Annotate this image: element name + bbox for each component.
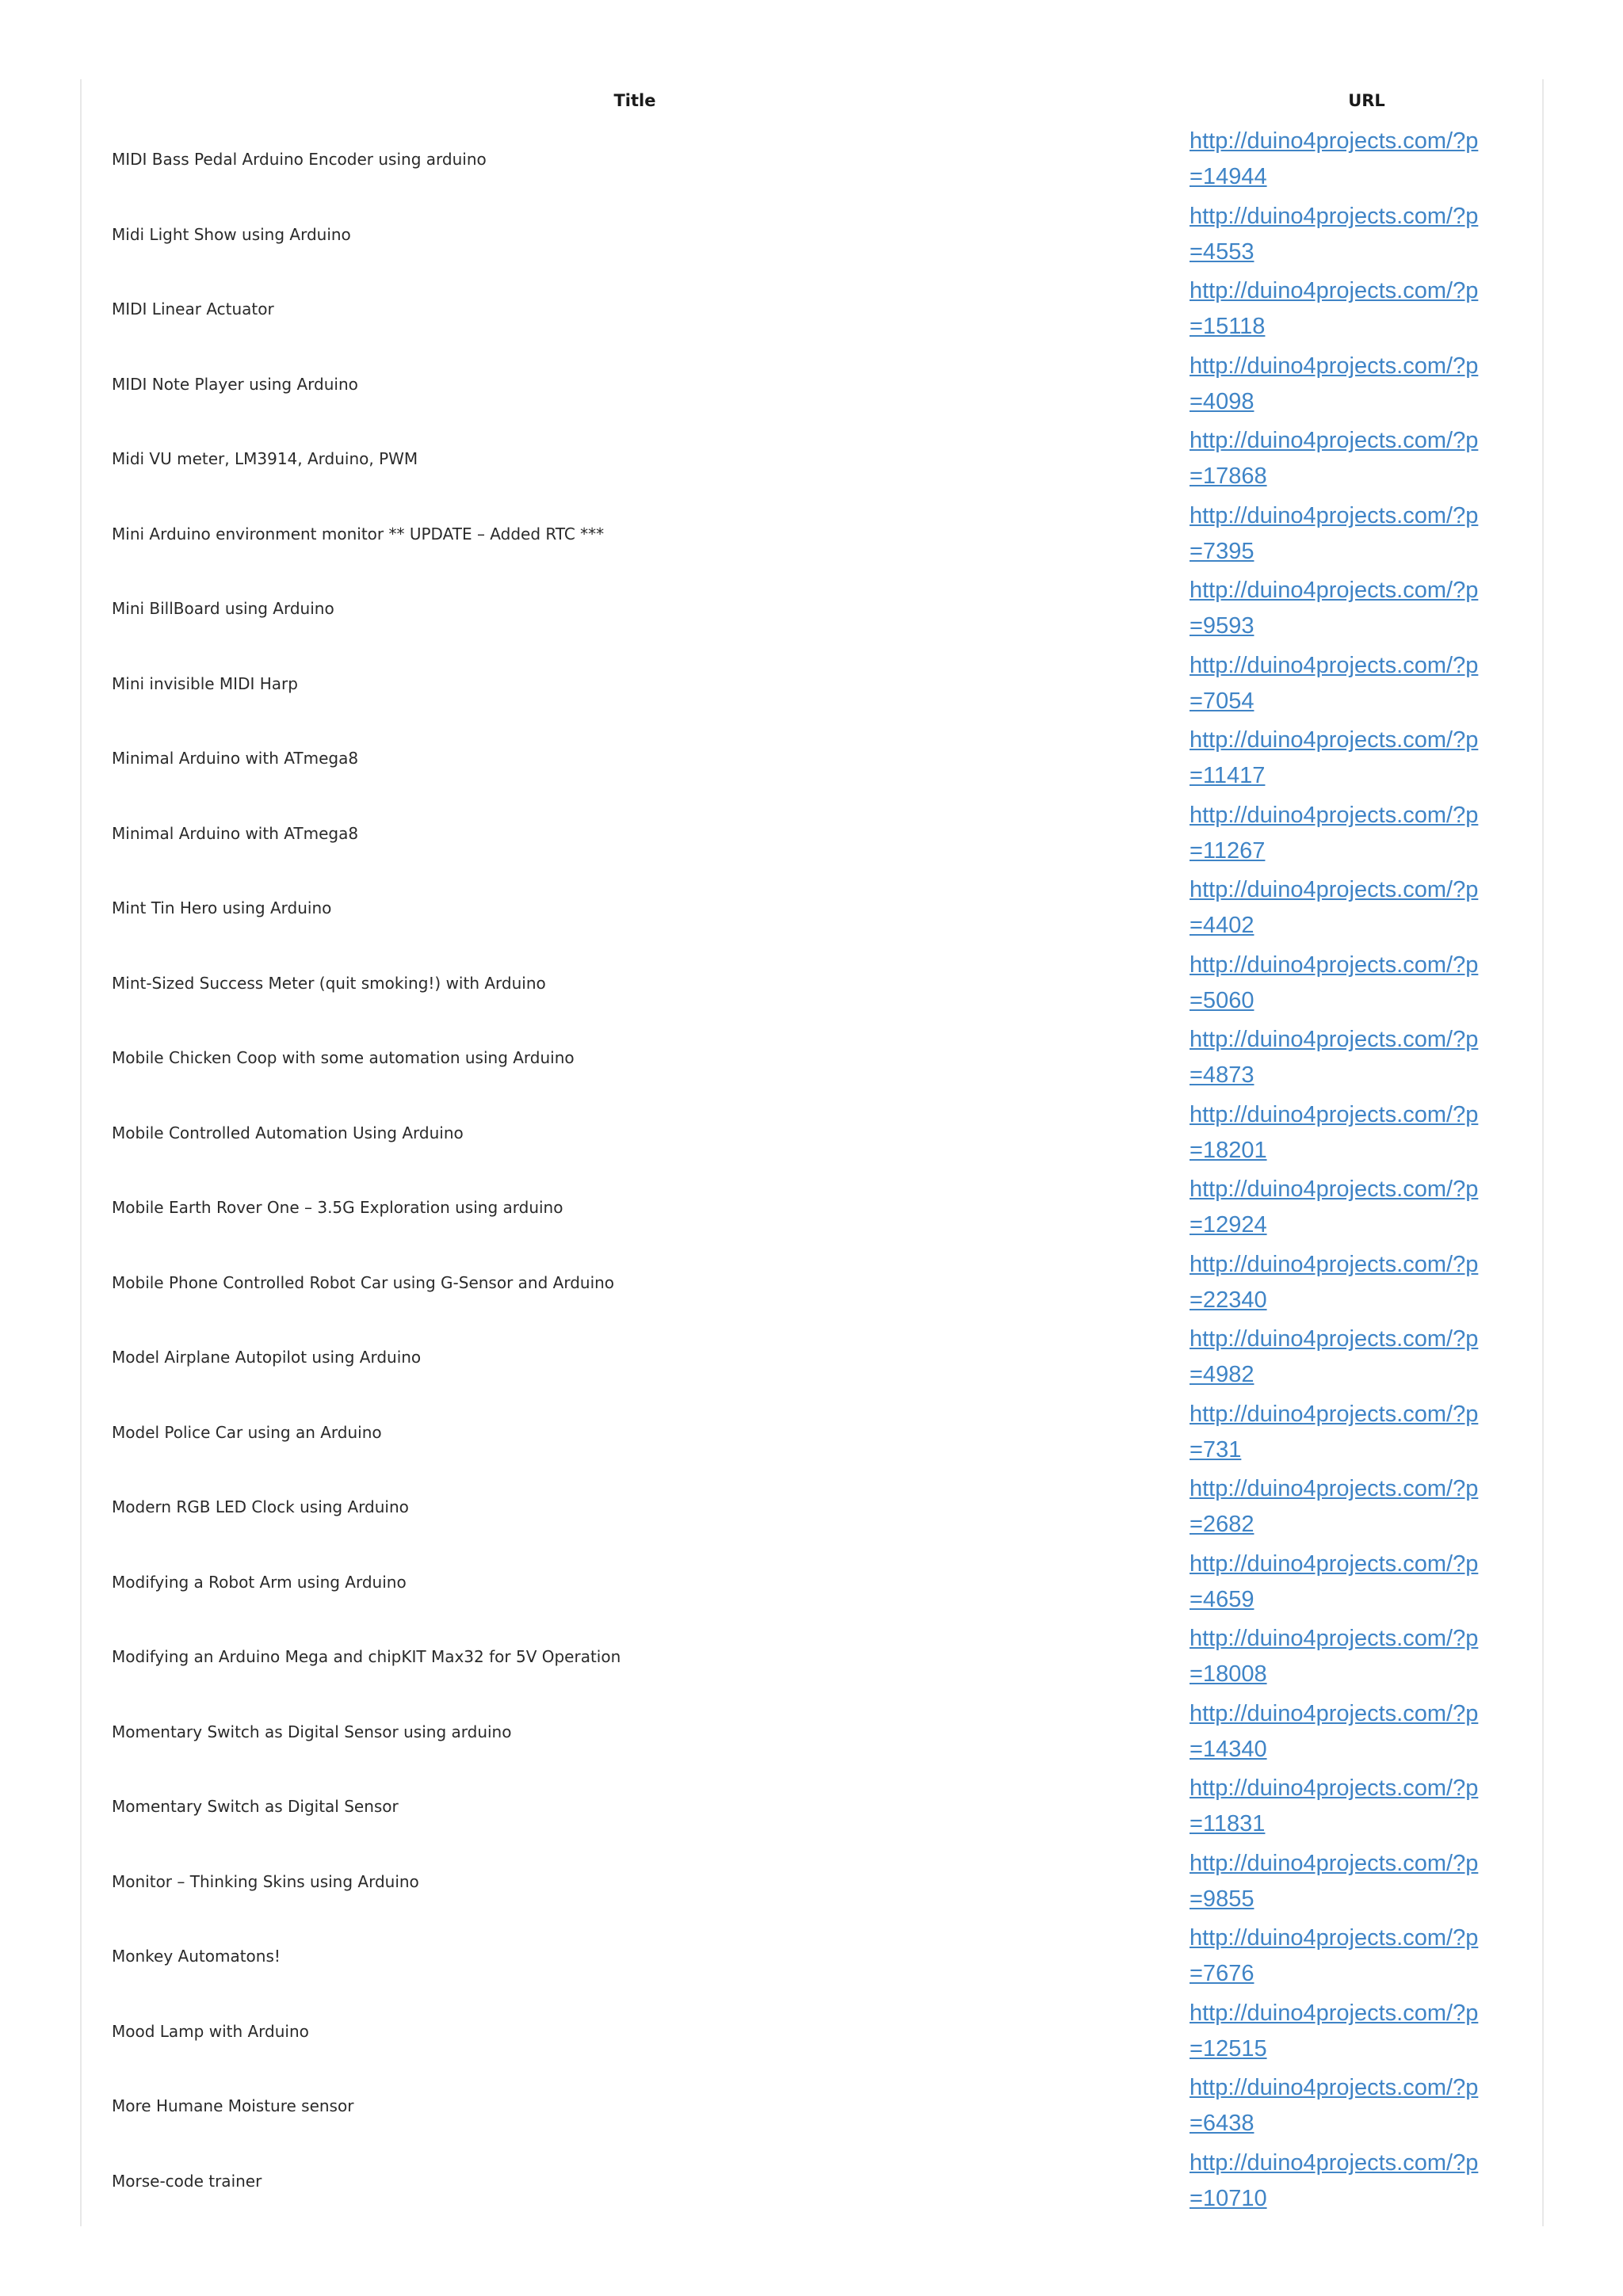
table-row [80,1844,1544,1920]
project-title: Mobile Phone Controlled Robot Car using G-Sensor and Arduino [112,1272,615,1292]
project-url-link[interactable]: http://duino4projects.com/?p=17868 [1190,428,1479,490]
table-row [80,1170,1544,1245]
project-url-cell [1190,721,1544,796]
project-url-link[interactable]: http://duino4projects.com/?p=731 [1190,1401,1479,1463]
table-row [80,796,1544,871]
table-row [80,1919,1544,1994]
project-url-link[interactable]: http://duino4projects.com/?p=9593 [1190,578,1479,639]
title-column-header: Title [613,91,656,110]
project-url-link[interactable]: http://duino4projects.com/?p=9855 [1190,1850,1479,1912]
project-url-cell [1190,272,1544,347]
project-url-link[interactable]: http://duino4projects.com/?p=18008 [1190,1626,1479,1688]
project-url-cell [1190,1096,1544,1171]
project-url-cell [1190,497,1544,572]
project-url-link[interactable]: http://duino4projects.com/?p=11417 [1190,727,1479,789]
project-url-link[interactable]: http://duino4projects.com/?p=4982 [1190,1326,1479,1388]
project-url-link[interactable]: http://duino4projects.com/?p=6438 [1190,2075,1479,2137]
project-url-cell [1190,1619,1544,1695]
project-url-link[interactable]: http://duino4projects.com/?p=11267 [1190,802,1479,864]
project-title: Monkey Automatons! [112,1947,281,1966]
table-row [80,347,1544,422]
project-url-link[interactable]: http://duino4projects.com/?p=14944 [1190,128,1479,190]
projects-table [80,79,1544,2218]
project-url-link[interactable]: http://duino4projects.com/?p=10710 [1190,2149,1479,2211]
table-row [80,1619,1544,1695]
project-title: Mint Tin Hero using Arduino [112,898,332,918]
project-title: Monitor – Thinking Skins using Arduino [112,1871,419,1891]
project-url-link[interactable]: http://duino4projects.com/?p=2682 [1190,1476,1479,1538]
project-title: Modifying a Robot Arm using Arduino [112,1572,407,1592]
project-url-cell [1190,796,1544,871]
project-title: Midi VU meter, LM3914, Arduino, PWM [112,449,418,469]
project-url-cell [1190,1470,1544,1545]
table-row [80,1020,1544,1096]
project-url-link[interactable]: http://duino4projects.com/?p=14340 [1190,1700,1479,1762]
project-url-cell [1190,1919,1544,1994]
project-url-link[interactable]: http://duino4projects.com/?p=5060 [1190,952,1479,1013]
project-url-cell [1190,571,1544,646]
table-body [80,122,1544,2218]
project-title: Mini invisible MIDI Harp [112,673,298,693]
table-row [80,1994,1544,2069]
table-row [80,1470,1544,1545]
project-url-link[interactable]: http://duino4projects.com/?p=15118 [1190,278,1479,340]
project-url-cell [1190,2144,1544,2219]
project-title: Mini BillBoard using Arduino [112,599,334,619]
project-title: MIDI Bass Pedal Arduino Encoder using arduino [112,150,487,170]
table-row [80,197,1544,273]
project-title: Model Airplane Autopilot using Arduino [112,1348,422,1367]
project-title: Minimal Arduino with ATmega8 [112,749,359,769]
table-row [80,1245,1544,1321]
project-url-cell [1190,347,1544,422]
table-row [80,1096,1544,1171]
project-url-cell [1190,1395,1544,1470]
project-url-link[interactable]: http://duino4projects.com/?p=7054 [1190,652,1479,714]
project-url-cell [1190,122,1544,197]
project-url-cell [1190,1170,1544,1245]
table-row [80,2069,1544,2144]
table-row [80,1320,1544,1395]
table-row [80,122,1544,197]
project-url-cell [1190,421,1544,497]
table-row [80,1545,1544,1620]
table-row [80,497,1544,572]
table-row [80,571,1544,646]
table-row [80,721,1544,796]
project-title: Model Police Car using an Arduino [112,1422,382,1442]
project-title: Morse-code trainer [112,2171,262,2191]
project-url-cell [1190,1769,1544,1844]
project-url-link[interactable]: http://duino4projects.com/?p=4553 [1190,203,1479,265]
table-row [80,2144,1544,2219]
table-row [80,1695,1544,1770]
project-title: Minimal Arduino with ATmega8 [112,823,359,843]
project-title: Momentary Switch as Digital Sensor [112,1797,399,1817]
project-url-cell [1190,197,1544,273]
project-title: Mobile Chicken Coop with some automation using Arduino [112,1048,575,1068]
table-row [80,272,1544,347]
project-url-link[interactable]: http://duino4projects.com/?p=7676 [1190,1925,1479,1987]
project-title: Momentary Switch as Digital Sensor using arduino [112,1722,512,1741]
url-column-header: URL [1348,91,1385,110]
table-row [80,946,1544,1021]
table-row [80,421,1544,497]
project-url-link[interactable]: http://duino4projects.com/?p=4659 [1190,1550,1479,1612]
header-row [80,79,1544,122]
project-title: Mobile Earth Rover One – 3.5G Exploration using arduino [112,1198,563,1218]
project-url-link[interactable]: http://duino4projects.com/?p=4873 [1190,1027,1479,1089]
table-row [80,1769,1544,1844]
project-title: MIDI Linear Actuator [112,299,274,319]
project-title: MIDI Note Player using Arduino [112,374,358,394]
table-row [80,1395,1544,1470]
project-url-link[interactable]: http://duino4projects.com/?p=7395 [1190,502,1479,564]
project-url-cell [1190,1245,1544,1321]
project-url-link[interactable]: http://duino4projects.com/?p=4402 [1190,877,1479,939]
project-title: Mini Arduino environment monitor ** UPDATE – Added RTC *** [112,524,605,543]
project-title: Mobile Controlled Automation Using Arduino [112,1123,464,1142]
project-url-cell [1190,1545,1544,1620]
project-url-cell [1190,946,1544,1021]
table-row [80,871,1544,946]
project-url-cell [1190,1844,1544,1920]
project-url-link[interactable]: http://duino4projects.com/?p=4098 [1190,353,1479,414]
project-url-link[interactable]: http://duino4projects.com/?p=12515 [1190,2000,1479,2061]
project-url-cell [1190,1695,1544,1770]
project-url-cell [1190,1994,1544,2069]
project-title: Mint-Sized Success Meter (quit smoking!) with Arduino [112,973,546,993]
table-row [80,646,1544,722]
project-title: Modifying an Arduino Mega and chipKIT Max32 for 5V Operation [112,1647,621,1667]
project-title: Midi Light Show using Arduino [112,224,351,244]
project-url-link[interactable]: http://duino4projects.com/?p=12924 [1190,1177,1479,1238]
project-url-cell [1190,871,1544,946]
project-url-cell [1190,1320,1544,1395]
project-title: More Humane Moisture sensor [112,2096,354,2116]
project-title: Modern RGB LED Clock using Arduino [112,1497,409,1517]
project-url-cell [1190,646,1544,722]
project-url-cell [1190,1020,1544,1096]
project-url-link[interactable]: http://duino4projects.com/?p=22340 [1190,1251,1479,1313]
project-url-link[interactable]: http://duino4projects.com/?p=11831 [1190,1775,1479,1837]
project-url-cell [1190,2069,1544,2144]
project-url-link[interactable]: http://duino4projects.com/?p=18201 [1190,1101,1479,1163]
project-title: Mood Lamp with Arduino [112,2021,309,2041]
